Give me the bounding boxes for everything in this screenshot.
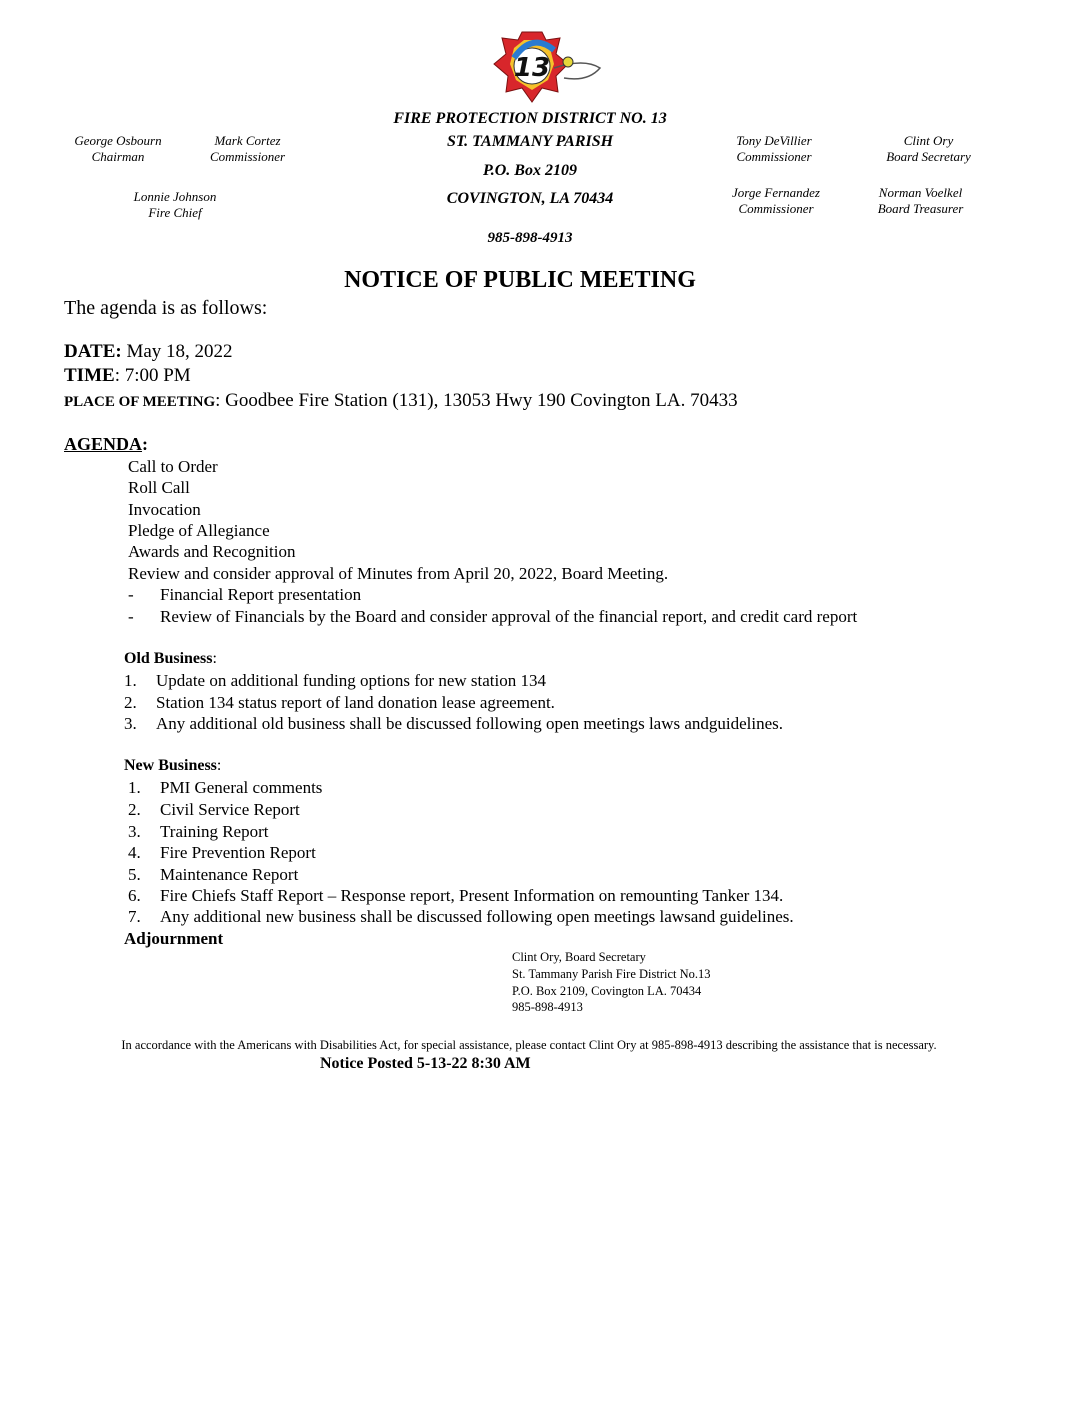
old-business-label: Old Business <box>124 650 213 667</box>
agenda-heading-text: AGENDA <box>64 434 143 454</box>
item-number: 3. <box>128 822 141 841</box>
item-number: 1. <box>124 671 137 690</box>
item-number: 2. <box>128 800 141 819</box>
official-title: Commissioner <box>738 201 814 216</box>
agenda-sub-item: Review of Financials by the Board and consider approval of the financial report, and credit card report <box>160 607 858 626</box>
official-name: Jorge Fernandez <box>732 185 820 200</box>
official-name: Norman Voelkel <box>878 185 963 200</box>
time-value: : 7:00 PM <box>114 365 191 386</box>
item-number: 1. <box>128 778 141 797</box>
new-business-heading <box>124 757 221 775</box>
signature-line: 985-898-4913 <box>512 1000 583 1014</box>
place-label: PLACE OF MEETING <box>64 394 216 410</box>
new-business-label: New Business <box>124 757 217 774</box>
new-business-item: Maintenance Report <box>160 865 299 884</box>
new-business-item: Any additional new business shall be discussed following open meetings lawsand guidelines. <box>160 907 794 926</box>
signature-line: Clint Ory, Board Secretary <box>512 950 646 964</box>
item-number: 4. <box>128 843 141 862</box>
page-title: NOTICE OF PUBLIC MEETING <box>344 267 696 293</box>
official-title: Commissioner <box>736 149 812 164</box>
signature-line: St. Tammany Parish Fire District No.13 <box>512 967 711 981</box>
date-value: May 18, 2022 <box>121 341 233 362</box>
place-value: : Goodbee Fire Station (131), 13053 Hwy 190 Covington LA. 70433 <box>215 390 738 411</box>
official-name: Clint Ory <box>903 133 954 148</box>
item-number: 5. <box>128 865 141 884</box>
fire-badge-icon <box>484 28 604 104</box>
signature-line: P.O. Box 2109, Covington LA. 70434 <box>512 984 702 998</box>
item-number: 6. <box>128 886 141 905</box>
official-board-secretary <box>866 133 991 165</box>
official-commissioner-devillier <box>714 133 834 165</box>
official-title: Board Treasurer <box>877 201 964 216</box>
official-name: George Osbourn <box>74 133 162 148</box>
ada-notice: In accordance with the Americans with Disabilities Act, for special assistance, please contact Clint Ory at 985-898-4913 describing the assistance that is necessary. <box>121 1038 937 1052</box>
official-chairman <box>58 133 178 165</box>
agenda-item: Pledge of Allegiance <box>128 521 270 540</box>
item-number: 2. <box>124 693 137 712</box>
new-business-item: Civil Service Report <box>160 800 300 819</box>
item-number: 7. <box>128 907 141 926</box>
intro-text: The agenda is as follows: <box>64 297 268 319</box>
official-name: Tony DeVillier <box>736 133 812 148</box>
po-box: P.O. Box 2109 <box>483 162 577 179</box>
sub-item-marker: - <box>128 607 134 626</box>
org-name: FIRE PROTECTION DISTRICT NO. 13 <box>393 110 667 127</box>
agenda-item: Roll Call <box>128 478 190 497</box>
old-business-item: Station 134 status report of land donation lease agreement. <box>156 693 555 712</box>
old-business-heading <box>124 650 217 668</box>
sub-item-marker: - <box>128 585 134 604</box>
official-fire-chief <box>110 189 240 221</box>
agenda-item: Invocation <box>128 500 201 519</box>
new-business-item: Fire Chiefs Staff Report – Response report, Present Information on remounting Tanker 134. <box>160 886 784 905</box>
old-business-colon: : <box>212 650 217 667</box>
official-name: Lonnie Johnson <box>133 189 217 204</box>
new-business-item: Training Report <box>160 822 269 841</box>
agenda-item: Awards and Recognition <box>128 542 296 561</box>
agenda-item: Call to Order <box>128 457 218 476</box>
city-address: COVINGTON, LA 70434 <box>446 190 614 207</box>
phone-number: 985-898-4913 <box>487 230 573 246</box>
logo-number: 13 <box>513 53 551 83</box>
posted-notice: Notice Posted 5-13-22 8:30 AM <box>320 1055 531 1072</box>
old-business-item: Any additional old business shall be discussed following open meetings laws andguidelines. <box>156 714 784 733</box>
date-label: DATE: <box>64 341 122 362</box>
item-number: 3. <box>124 714 137 733</box>
new-business-colon: : <box>216 757 222 774</box>
official-title: Fire Chief <box>148 205 202 220</box>
old-business-item: Update on additional funding options for new station 134 <box>156 671 546 690</box>
meeting-time <box>64 365 191 387</box>
time-label: TIME <box>64 365 115 386</box>
meeting-place <box>64 390 738 412</box>
official-title: Commissioner <box>209 149 286 164</box>
parish-name: ST. TAMMANY PARISH <box>446 133 614 150</box>
agenda-colon: : <box>142 434 149 454</box>
official-commissioner-cortez <box>190 133 305 165</box>
agenda-heading <box>64 434 148 455</box>
official-title: Board Secretary <box>886 149 971 164</box>
new-business-item: Fire Prevention Report <box>160 843 316 862</box>
district-logo <box>484 28 604 104</box>
new-business-item: PMI General comments <box>160 778 323 797</box>
official-name: Mark Cortez <box>214 133 281 148</box>
agenda-item: Review and consider approval of Minutes from April 20, 2022, Board Meeting. <box>128 564 669 583</box>
official-title: Chairman <box>91 149 145 164</box>
official-commissioner-fernandez <box>714 185 838 217</box>
official-board-treasurer <box>858 185 983 217</box>
adjournment: Adjournment <box>124 929 224 948</box>
agenda-sub-item: Financial Report presentation <box>160 585 362 604</box>
meeting-date <box>64 341 233 363</box>
